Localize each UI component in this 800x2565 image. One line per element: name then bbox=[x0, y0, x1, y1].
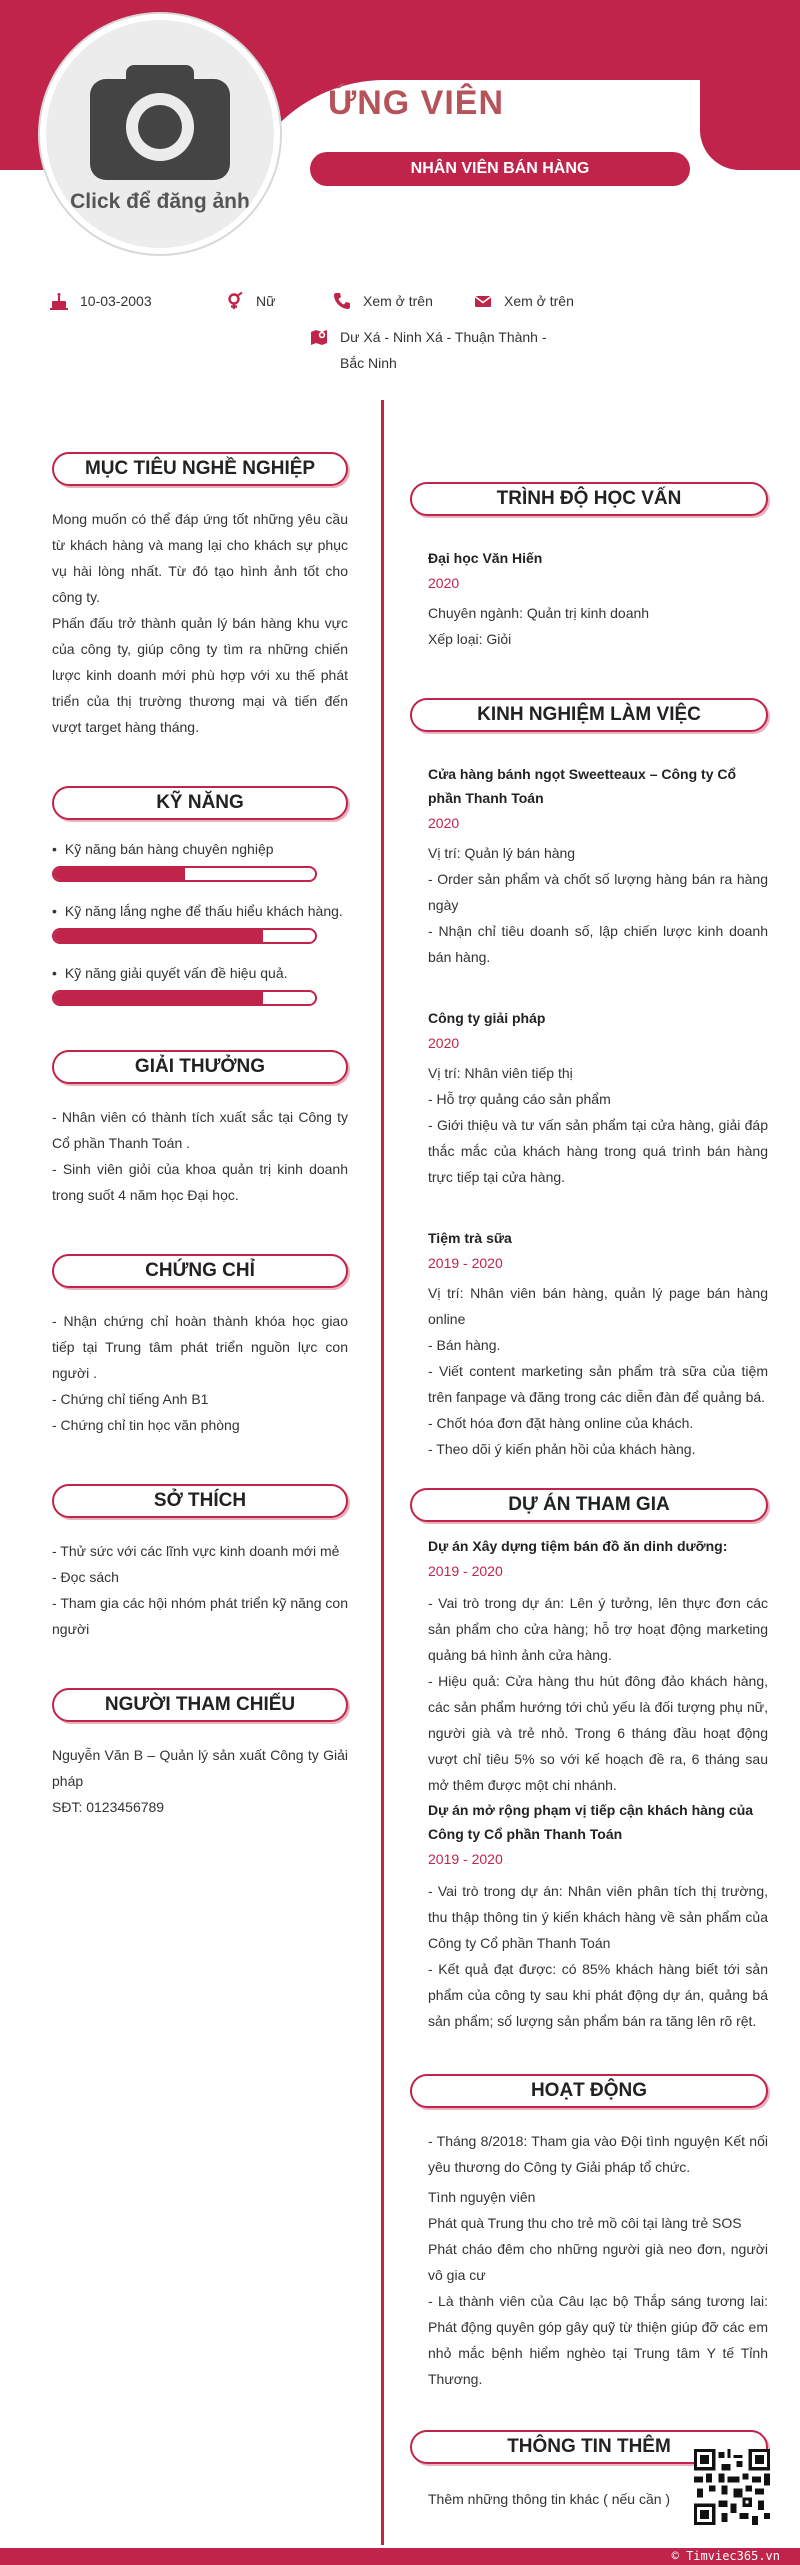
address-value bbox=[340, 324, 547, 376]
skill-fill bbox=[54, 868, 185, 880]
experience-line: - Hỗ trợ quảng cáo sản phẩm bbox=[428, 1091, 611, 1107]
map-pin-icon bbox=[310, 328, 328, 346]
contact-address bbox=[310, 328, 547, 376]
experience-company: Công ty giải pháp bbox=[428, 1010, 546, 1026]
experience-company: Tiệm trà sữa bbox=[428, 1230, 512, 1246]
experience-line: - Chốt hóa đơn đặt hàng online của khách. bbox=[428, 1415, 694, 1431]
experience-item bbox=[428, 762, 768, 970]
education-major: Chuyên ngành: Quản trị kinh doanh bbox=[428, 605, 650, 621]
skill-label: • Kỹ năng giải quyết vấn đề hiệu quả. bbox=[52, 962, 348, 984]
more-info-text: Thêm những thông tin khác ( nếu cần ) bbox=[428, 2491, 671, 2507]
experience-line: - Theo dõi ý kiến phản hồi của khách hàng. bbox=[428, 1441, 696, 1457]
project-item bbox=[428, 1798, 768, 2034]
education-grade: Xếp loại: Giỏi bbox=[428, 631, 512, 647]
header-curve-tail bbox=[700, 80, 800, 170]
project-name: Dự án mở rộng phạm vị tiếp cận khách hàng của Công ty Cổ phần Thanh Toán bbox=[428, 1802, 754, 1842]
skill-bar bbox=[52, 990, 317, 1006]
email-icon bbox=[474, 292, 492, 310]
address-line-2: Bắc Ninh bbox=[340, 355, 397, 371]
contact-phone bbox=[333, 292, 433, 314]
experience-date: 2020 bbox=[428, 1035, 460, 1051]
activity-line: - Tháng 8/2018: Tham gia vào Đội tình nguyện Kết nối yêu thương do Công ty Giải pháp tổ chức. bbox=[428, 2133, 768, 2175]
contact-email bbox=[474, 292, 574, 314]
experience-line: Vị trí: Nhân viên tiếp thị bbox=[428, 1065, 573, 1081]
skill-bar bbox=[52, 866, 317, 882]
experience-line: - Viết content marketing sản phẩm trà sữa của tiệm trên fanpage và đăng trong các diễn đàn để quảng bá. bbox=[428, 1363, 768, 1405]
objective-text-1: Mong muốn có thể đáp ứng tốt những yêu cầu từ khách hàng và mang lại cho khách sự phục vụ hài lòng nhất. Từ đó tạo hình ảnh tốt cho công ty. bbox=[52, 511, 348, 605]
award-line: - Nhân viên có thành tích xuất sắc tại Công ty Cổ phần Thanh Toán . bbox=[52, 1109, 348, 1151]
experience-title: KINH NGHIỆM LÀM VIỆC bbox=[410, 698, 768, 732]
email-value: Xem ở trên bbox=[504, 293, 574, 309]
activity-line: Phát quà Trung thu cho trẻ mồ côi tại làng trẻ SOS bbox=[428, 2215, 742, 2231]
more-info-title: THÔNG TIN THÊM bbox=[410, 2430, 768, 2464]
experience-line: Vị trí: Nhân viên bán hàng, quản lý page bán hàng online bbox=[428, 1285, 768, 1327]
skill-item bbox=[52, 962, 348, 1006]
experience-line: - Order sản phẩm và chốt số lượng hàng bán ra hàng ngày bbox=[428, 871, 768, 913]
project-line: - Vai trò trong dự án: Nhân viên phân tích thị trường, thu thập thông tin ý kiến khách hàng về sản phẩm của Công ty Cổ phần Thanh Toán bbox=[428, 1883, 768, 1951]
skills-list bbox=[52, 838, 348, 1006]
contact-gender bbox=[226, 292, 275, 314]
activity-line: - Là thành viên của Câu lạc bộ Thắp sáng tương lai: Phát động quyên góp gây quỹ từ thiện giúp đỡ các em nhỏ mắc bệnh hiểm nghèo tại Trung tâm Y tế Tỉnh Thương. bbox=[428, 2293, 768, 2387]
skills-title: KỸ NĂNG bbox=[52, 786, 348, 820]
projects-title: DỰ ÁN THAM GIA bbox=[410, 1488, 768, 1522]
project-line: - Kết quả đạt được: có 85% khách hàng biết tới sản phẩm của công ty sau khi phát động dự án, quảng bá sản phẩm; số lượng sản phẩm bán ra tăng lên rõ rệt. bbox=[428, 1961, 768, 2029]
education-title: TRÌNH ĐỘ HỌC VẤN bbox=[410, 482, 768, 516]
reference-line: Nguyễn Văn B – Quản lý sản xuất Công ty Giải pháp bbox=[52, 1747, 348, 1789]
candidate-name: ỨNG VIÊN bbox=[328, 84, 505, 122]
reference-line: SĐT: 0123456789 bbox=[52, 1799, 165, 1815]
education-year: 2020 bbox=[428, 575, 460, 591]
experience-line: - Bán hàng. bbox=[428, 1337, 501, 1353]
avatar-label: Click để đăng ảnh bbox=[70, 190, 250, 213]
objective-title: MỤC TIÊU NGHỀ NGHIỆP bbox=[52, 452, 348, 486]
skill-label: • Kỹ năng lắng nghe để thấu hiểu khách hàng. bbox=[52, 900, 348, 922]
gender-value: Nữ bbox=[256, 293, 276, 309]
activity-line: Phát cháo đêm cho những người già neo đơn, người vô gia cư bbox=[428, 2241, 768, 2283]
skill-item bbox=[52, 900, 348, 944]
experience-date: 2019 - 2020 bbox=[428, 1255, 503, 1271]
skill-item bbox=[52, 838, 348, 882]
skill-label: • Kỹ năng bán hàng chuyên nghiệp bbox=[52, 838, 348, 860]
project-item bbox=[428, 1534, 768, 1798]
project-date: 2019 - 2020 bbox=[428, 1851, 503, 1867]
education-school: Đại học Văn Hiến bbox=[428, 550, 543, 566]
experience-line: Vị trí: Quản lý bán hàng bbox=[428, 845, 576, 861]
certificate-line: - Nhận chứng chỉ hoàn thành khóa học giao tiếp tại Trung tâm phát triển nguồn lực con người . bbox=[52, 1313, 348, 1381]
phone-icon bbox=[333, 292, 351, 310]
project-date: 2019 - 2020 bbox=[428, 1563, 503, 1579]
hobby-line: - Đọc sách bbox=[52, 1569, 119, 1585]
experience-item bbox=[428, 1226, 768, 1462]
contact-birthday bbox=[50, 292, 152, 314]
activities-title: HOẠT ĐỘNG bbox=[410, 2074, 768, 2108]
column-divider bbox=[381, 400, 384, 2545]
certificates-title: CHỨNG CHỈ bbox=[52, 1254, 348, 1288]
project-line: - Vai trò trong dự án: Lên ý tưởng, lên thực đơn các sản phẩm cho cửa hàng; hỗ trợ hoạt động marketing quảng bá hình ảnh cửa hàng. bbox=[428, 1595, 768, 1663]
position-title: NHÂN VIÊN BÁN HÀNG bbox=[310, 152, 690, 186]
hobby-line: - Thử sức với các lĩnh vực kinh doanh mới mẻ bbox=[52, 1543, 340, 1559]
birthday-value: 10-03-2003 bbox=[80, 293, 152, 309]
right-column bbox=[410, 482, 768, 2512]
activity-line: Tình nguyện viên bbox=[428, 2189, 536, 2205]
experience-company: Cửa hàng bánh ngọt Sweetteaux – Công ty Cổ phần Thanh Toán bbox=[428, 766, 737, 806]
references-title: NGƯỜI THAM CHIẾU bbox=[52, 1688, 348, 1722]
qr-code-icon bbox=[694, 2449, 770, 2525]
project-name: Dự án Xây dựng tiệm bán đồ ăn dinh dưỡng: bbox=[428, 1538, 728, 1554]
left-column bbox=[52, 452, 348, 1820]
address-line-1: Dư Xá - Ninh Xá - Thuận Thành - bbox=[340, 329, 547, 345]
phone-value: Xem ở trên bbox=[363, 293, 433, 309]
camera-icon bbox=[90, 65, 230, 180]
project-line: - Hiệu quả: Cửa hàng thu hút đông đảo khách hàng, các sản phẩm hướng tới chủ yếu là đối tượng phụ nữ, người già và trẻ nhỏ. Trong 6 tháng đầu hoạt động vượt chỉ tiêu 5% so với kế hoạch đề ra, 6 tháng sau mở thêm được một chi nhánh. bbox=[428, 1673, 768, 1793]
certificate-line: - Chứng chỉ tiếng Anh B1 bbox=[52, 1391, 209, 1407]
hobbies-title: SỞ THÍCH bbox=[52, 1484, 348, 1518]
experience-line: - Nhận chỉ tiêu doanh số, lập chiến lược kinh doanh bán hàng. bbox=[428, 923, 768, 965]
avatar-upload[interactable] bbox=[40, 14, 280, 254]
footer-brand: © Timviec365.vn bbox=[671, 2549, 780, 2563]
certificate-line: - Chứng chỉ tin học văn phòng bbox=[52, 1417, 240, 1433]
skill-fill bbox=[54, 930, 263, 942]
experience-item bbox=[428, 1006, 768, 1190]
skill-bar bbox=[52, 928, 317, 944]
gender-icon bbox=[226, 292, 244, 310]
hobby-line: - Tham gia các hội nhóm phát triển kỹ năng con người bbox=[52, 1595, 348, 1637]
cake-icon bbox=[50, 292, 68, 310]
experience-date: 2020 bbox=[428, 815, 460, 831]
skill-fill bbox=[54, 992, 263, 1004]
experience-line: - Giới thiệu và tư vấn sản phẩm tại cửa hàng, giải đáp thắc mắc của khách hàng trong quá trình bán hàng trực tiếp tại cửa hàng. bbox=[428, 1117, 768, 1185]
objective-text-2: Phấn đấu trở thành quản lý bán hàng khu vực của công ty, giúp công ty tìm ra những chiến lược kinh doanh mới phù hợp với xu thế phát triển của thị trường thương mại và tiến đến vượt target hàng tháng. bbox=[52, 615, 348, 735]
footer-band bbox=[0, 2548, 800, 2565]
award-line: - Sinh viên giỏi của khoa quản trị kinh doanh trong suốt 4 năm học Đại học. bbox=[52, 1161, 348, 1203]
awards-title: GIẢI THƯỞNG bbox=[52, 1050, 348, 1084]
